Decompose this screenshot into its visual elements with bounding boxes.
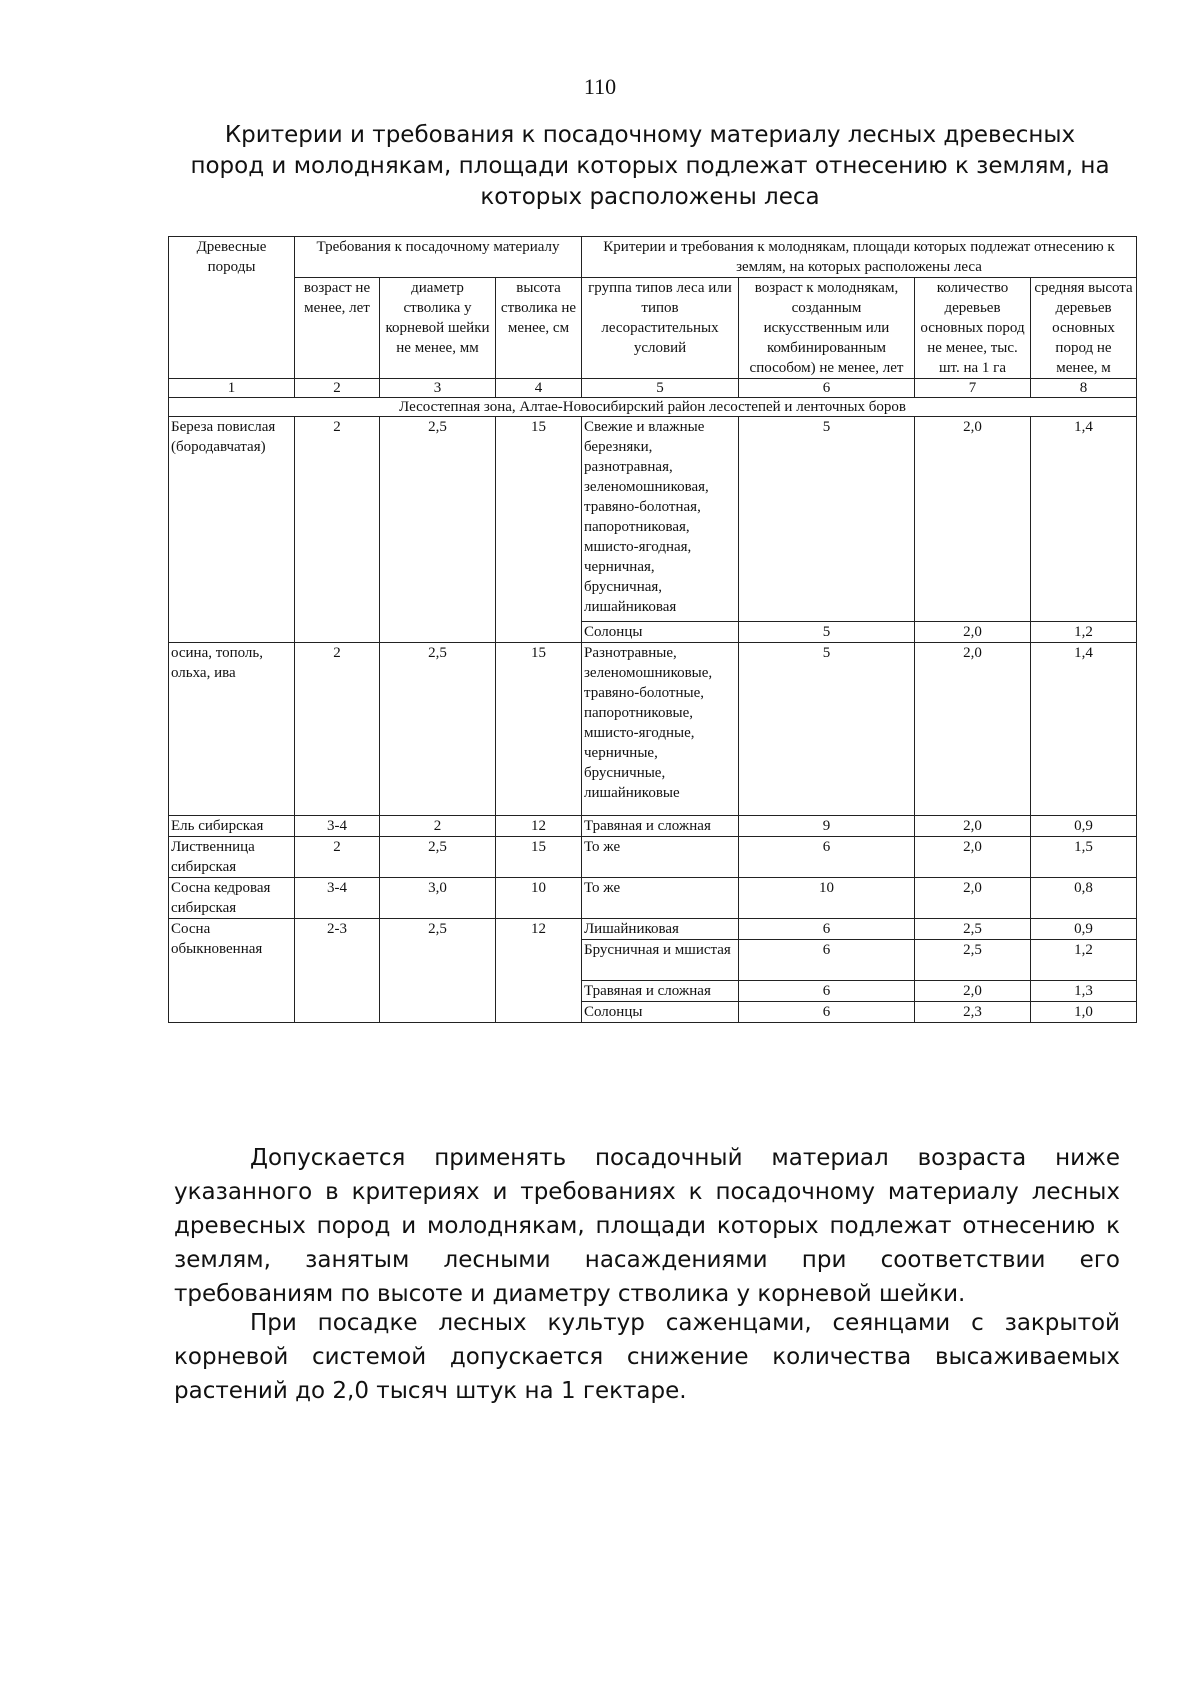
table-row xyxy=(169,919,1137,940)
header-diameter: диаметр стволика у корневой шейки не менее, мм xyxy=(380,278,496,379)
young-age-cell: 6 xyxy=(739,1002,915,1023)
header-young-age: возраст к молоднякам, созданным искусственным или комбинированным способом) не менее, лет xyxy=(739,278,915,379)
title-line-1: Критерии и требования к посадочному материалу лесных древесных xyxy=(224,122,1076,148)
criteria-table xyxy=(168,236,1137,1023)
col-number: 7 xyxy=(915,379,1031,398)
age-cell: 2-3 xyxy=(295,919,380,1023)
age-cell: 2 xyxy=(295,837,380,878)
count-cell: 2,0 xyxy=(915,878,1031,919)
young-age-cell: 5 xyxy=(739,417,915,622)
header-planting-group: Требования к посадочному материалу xyxy=(295,237,582,278)
forest-type-cell: То же xyxy=(582,837,739,878)
count-cell: 2,3 xyxy=(915,1002,1031,1023)
forest-type-cell: Травяная и сложная xyxy=(582,981,739,1002)
paragraph-1: Допускается применять посадочный материал возраста ниже указанного в критериях и требованиях к посадочному материалу лесных древесных пород и молоднякам, площади которых подлежат отнесению к землям, занятым лесными насаждениями при соответствии его требованиям по высоте и диаметру стволика у корневой шейки. xyxy=(174,1145,1120,1307)
forest-type-cell: Солонцы xyxy=(582,622,739,643)
age-cell: 3-4 xyxy=(295,816,380,837)
col-number: 3 xyxy=(380,379,496,398)
header-avg-height: средняя высота деревьев основных пород не менее, м xyxy=(1031,278,1137,379)
diameter-cell: 2,5 xyxy=(380,643,496,816)
count-cell: 2,0 xyxy=(915,981,1031,1002)
page-number: 110 xyxy=(583,74,617,99)
zone-label: Лесостепная зона, Алтае-Новосибирский район лесостепей и ленточных боров xyxy=(169,398,1137,417)
header-species: Древесные породы xyxy=(169,237,295,379)
young-age-cell: 10 xyxy=(739,878,915,919)
forest-type-cell: Брусничная и мшистая xyxy=(582,940,739,981)
header-height: высота стволика не менее, см xyxy=(496,278,582,379)
height-cell: 12 xyxy=(496,816,582,837)
species-cell: Сосна кедровая сибирская xyxy=(169,878,295,919)
count-cell: 2,0 xyxy=(915,837,1031,878)
table-row xyxy=(169,816,1137,837)
avg-height-cell: 1,2 xyxy=(1031,940,1137,981)
document-title xyxy=(190,120,1110,213)
young-age-cell: 5 xyxy=(739,643,915,816)
height-cell: 15 xyxy=(496,837,582,878)
col-number: 2 xyxy=(295,379,380,398)
forest-type-cell: Свежие и влажные березняки, разнотравная, зеленомошниковая, травяно-болотная, папоротниковая, мшисто-ягодная, черничная, брусничная, лишайниковая xyxy=(582,417,739,622)
header-age: возраст не менее, лет xyxy=(295,278,380,379)
species-cell: Ель сибирская xyxy=(169,816,295,837)
avg-height-cell: 0,9 xyxy=(1031,919,1137,940)
title-line-3: которых расположены леса xyxy=(480,184,820,210)
young-age-cell: 6 xyxy=(739,940,915,981)
diameter-cell: 2 xyxy=(380,816,496,837)
forest-type-cell: Лишайниковая xyxy=(582,919,739,940)
avg-height-cell: 1,3 xyxy=(1031,981,1137,1002)
col-number: 1 xyxy=(169,379,295,398)
species-cell: Сосна обыкновенная xyxy=(169,919,295,1023)
diameter-cell: 3,0 xyxy=(380,878,496,919)
count-cell: 2,5 xyxy=(915,919,1031,940)
table-row xyxy=(169,837,1137,878)
avg-height-cell: 0,8 xyxy=(1031,878,1137,919)
forest-type-cell: Солонцы xyxy=(582,1002,739,1023)
avg-height-cell: 1,4 xyxy=(1031,417,1137,622)
col-number: 6 xyxy=(739,379,915,398)
young-age-cell: 6 xyxy=(739,981,915,1002)
col-number: 5 xyxy=(582,379,739,398)
count-cell: 2,5 xyxy=(915,940,1031,981)
age-cell: 2 xyxy=(295,417,380,643)
col-number: 4 xyxy=(496,379,582,398)
species-cell: Береза повислая (бородавчатая) xyxy=(169,417,295,643)
zone-row xyxy=(169,398,1137,417)
height-cell: 10 xyxy=(496,878,582,919)
count-cell: 2,0 xyxy=(915,816,1031,837)
height-cell: 15 xyxy=(496,417,582,643)
avg-height-cell: 1,5 xyxy=(1031,837,1137,878)
avg-height-cell: 0,9 xyxy=(1031,816,1137,837)
young-age-cell: 6 xyxy=(739,919,915,940)
young-age-cell: 6 xyxy=(739,837,915,878)
count-cell: 2,0 xyxy=(915,417,1031,622)
forest-type-cell: Травяная и сложная xyxy=(582,816,739,837)
paragraph-2: При посадке лесных культур саженцами, сеянцами с закрытой корневой системой допускается снижение количества высаживаемых растений до 2,0 тысяч штук на 1 гектаре. xyxy=(174,1310,1120,1404)
column-number-row xyxy=(169,379,1137,398)
header-row-1 xyxy=(169,237,1137,278)
table-row xyxy=(169,643,1137,816)
diameter-cell: 2,5 xyxy=(380,919,496,1023)
avg-height-cell: 1,4 xyxy=(1031,643,1137,816)
diameter-cell: 2,5 xyxy=(380,417,496,643)
table-row xyxy=(169,878,1137,919)
count-cell: 2,0 xyxy=(915,643,1031,816)
avg-height-cell: 1,2 xyxy=(1031,622,1137,643)
table-row xyxy=(169,417,1137,622)
header-count: количество деревьев основных пород не менее, тыс. шт. на 1 га xyxy=(915,278,1031,379)
header-youngstock-group: Критерии и требования к молоднякам, площади которых подлежат отнесению к землям, на которых расположены леса xyxy=(582,237,1137,278)
age-cell: 2 xyxy=(295,643,380,816)
height-cell: 15 xyxy=(496,643,582,816)
age-cell: 3-4 xyxy=(295,878,380,919)
header-row-2 xyxy=(169,278,1137,379)
forest-type-cell: Разнотравные, зеленомошниковые, травяно-болотные, папоротниковые, мшисто-ягодные, черничные, брусничные, лишайниковые xyxy=(582,643,739,816)
height-cell: 12 xyxy=(496,919,582,1023)
forest-type-cell: То же xyxy=(582,878,739,919)
avg-height-cell: 1,0 xyxy=(1031,1002,1137,1023)
col-number: 8 xyxy=(1031,379,1137,398)
species-cell: Лиственница сибирская xyxy=(169,837,295,878)
species-cell: осина, тополь, ольха, ива xyxy=(169,643,295,816)
young-age-cell: 5 xyxy=(739,622,915,643)
diameter-cell: 2,5 xyxy=(380,837,496,878)
title-line-2: пород и молоднякам, площади которых подлежат отнесению к землям, на xyxy=(190,153,1110,179)
young-age-cell: 9 xyxy=(739,816,915,837)
header-forest-type: группа типов леса или типов лесорастительных условий xyxy=(582,278,739,379)
count-cell: 2,0 xyxy=(915,622,1031,643)
